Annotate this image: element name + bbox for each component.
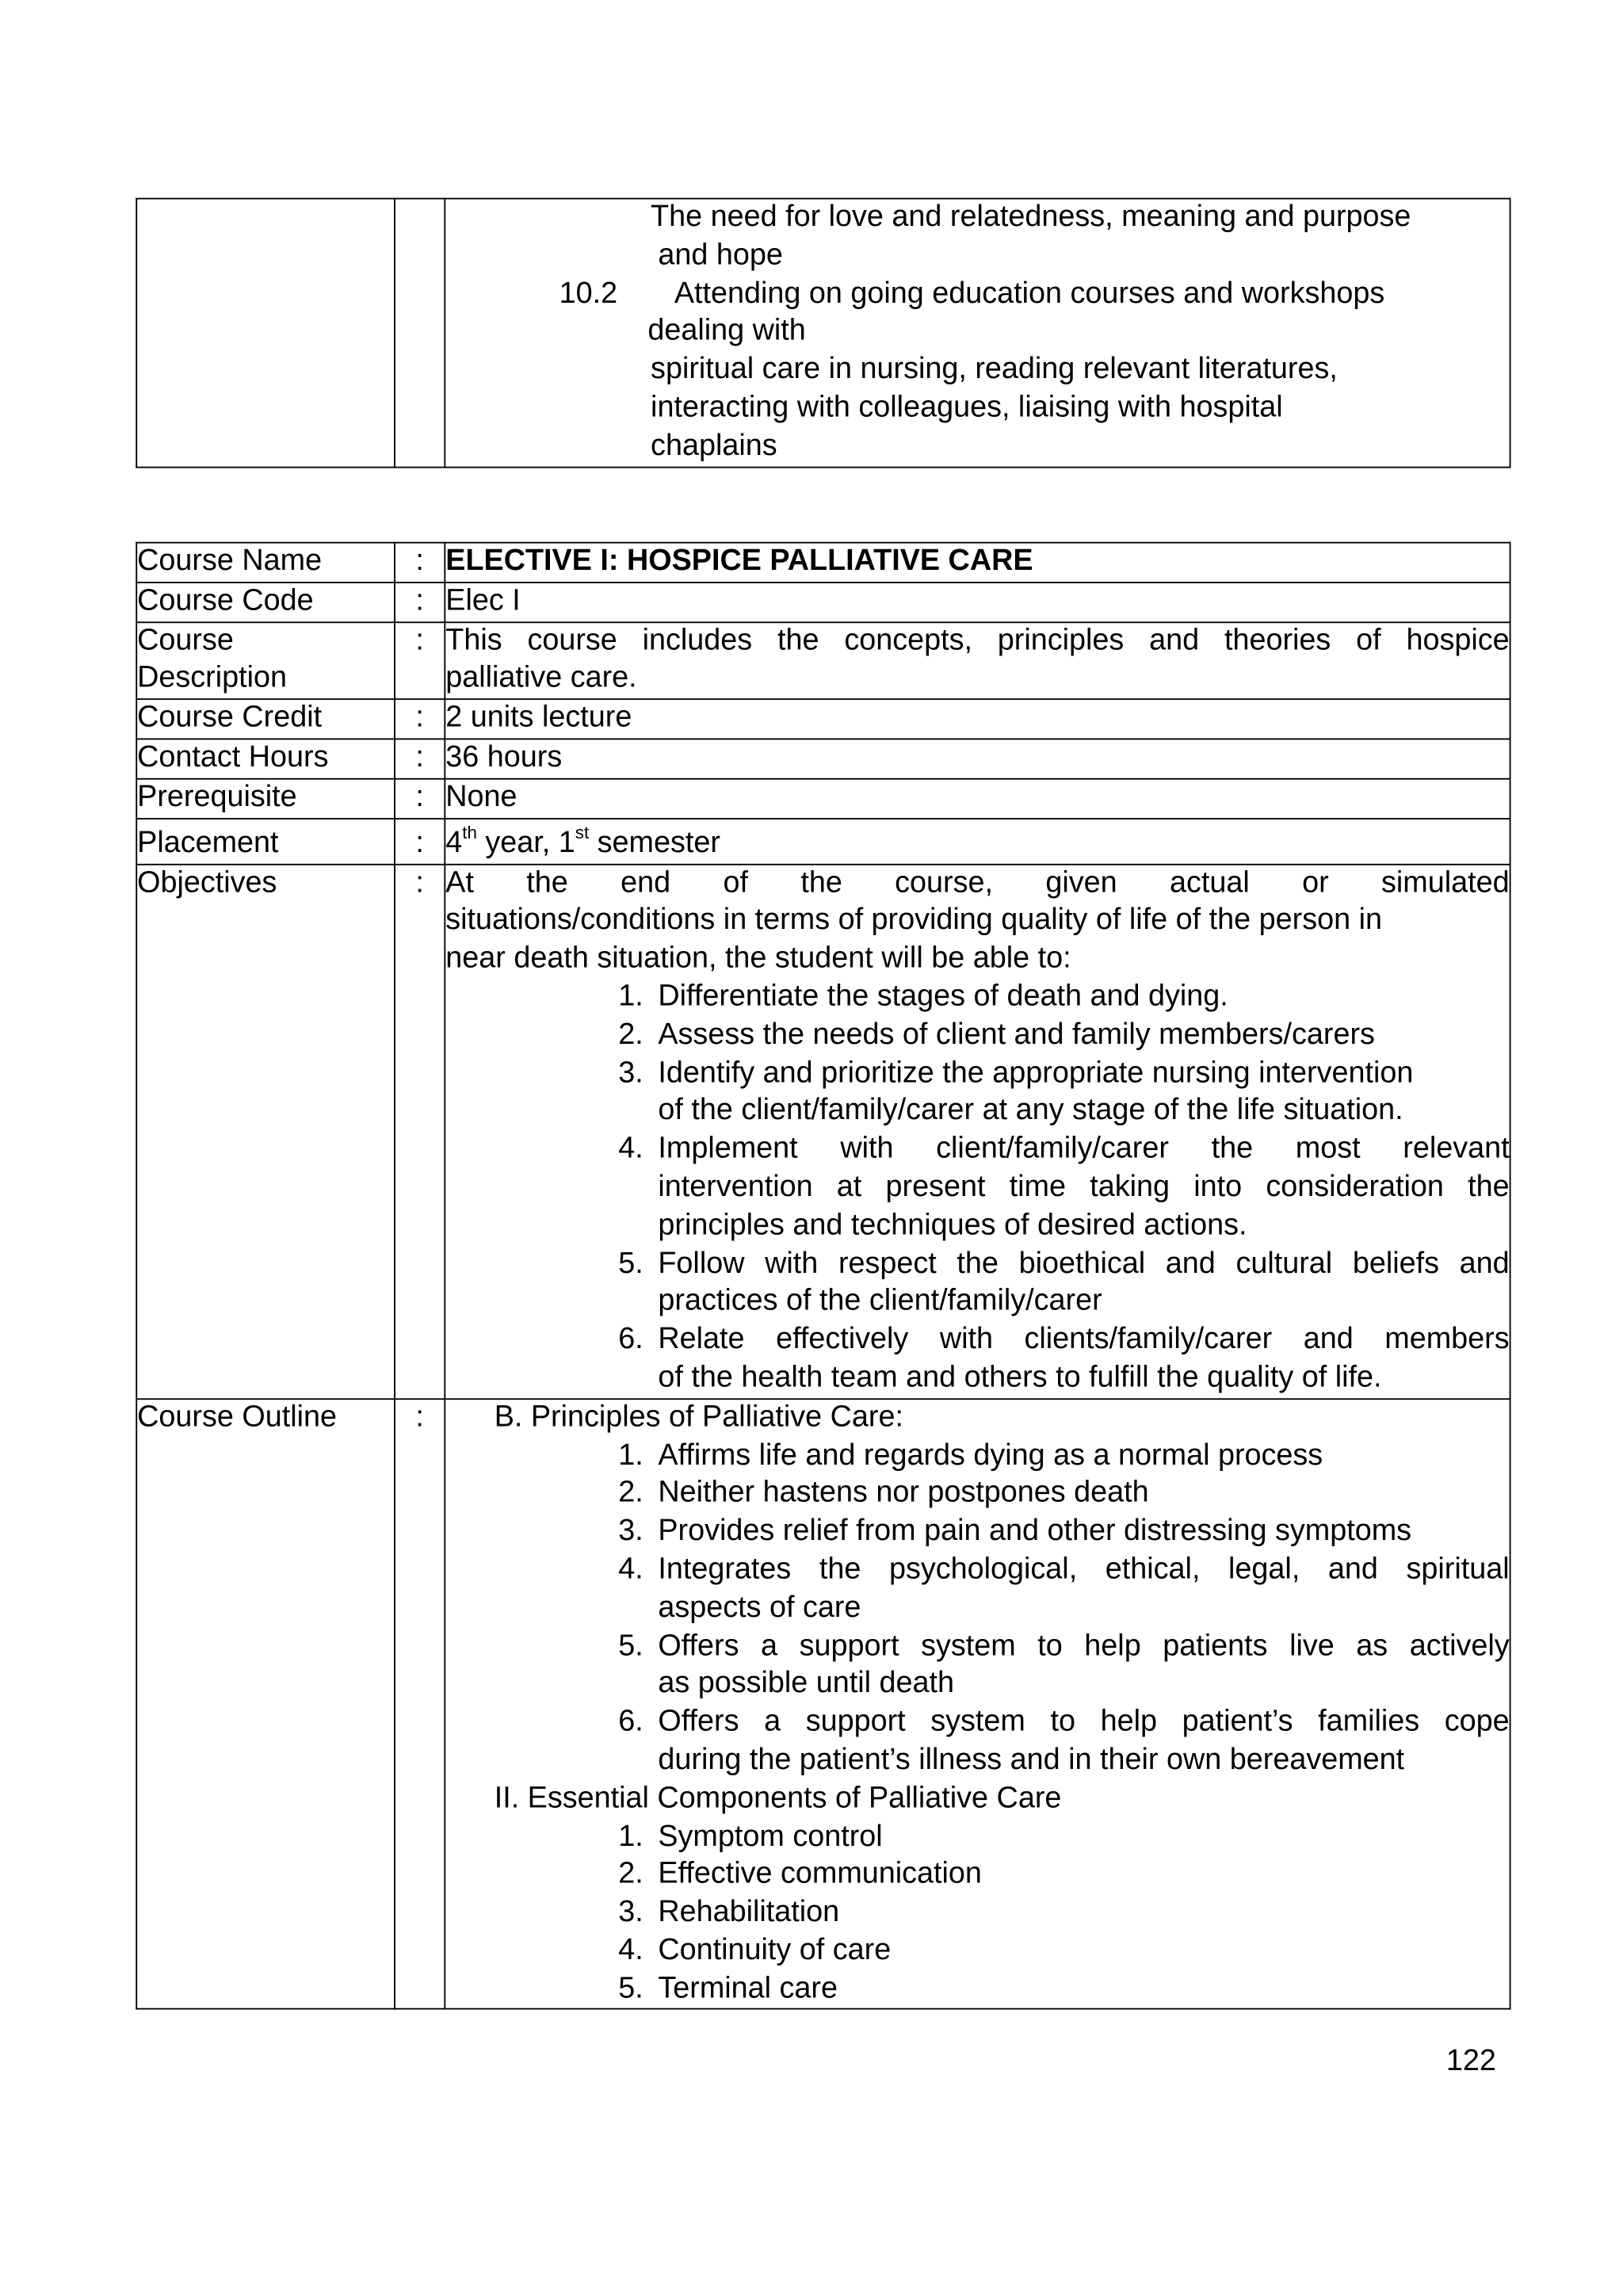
outline-heading: II. Essential Components of Palliative Care [494,1782,1062,1815]
list-item [592,1628,1510,1704]
text-line: Differentiate the stages of death and dying. [658,980,1228,1013]
continued-table [136,198,1510,468]
list-item [592,1856,1510,1894]
text-line: near death situation, the student will be able to: [445,942,1071,975]
principles-list [445,1438,1509,1781]
label-line: Description [137,662,288,695]
item-number: 5. [618,1972,643,2005]
text-line: of the client/family/carer at any stage of the life situation. [658,1095,1403,1128]
item-number: 1. [618,1820,643,1853]
item-number: 5. [618,1247,643,1280]
list-item [592,1131,1510,1245]
year-word: year, 1 [476,826,575,859]
item-number: 3. [618,1056,643,1090]
continued-row [136,199,1510,467]
empty-label-cell [136,199,395,467]
course-name-label: Course Name [136,543,395,583]
text-line: Provides relief from pain and other distressing symptoms [658,1515,1412,1548]
item-number: 4. [618,1133,643,1166]
course-credit-label: Course Credit [136,699,395,739]
list-item [592,1552,1510,1628]
list-item [592,1514,1510,1552]
text-line: Follow with respect the bioethical and cultural beliefs and [658,1247,1510,1280]
course-code-value: Elec I [445,583,1510,622]
text-line: Integrates the psychological, ethical, legal, and spiritual [658,1553,1510,1586]
course-outline-value [445,1399,1510,2010]
item-number: 3. [618,1515,643,1548]
text-line: Identify and prioritize the appropriate nursing intervention [658,1056,1414,1090]
text-line: Implement with client/family/carer the most relevant [658,1133,1510,1166]
text-line: and hope [658,239,783,272]
item-number: 1. [618,1438,643,1472]
row-course-code [136,583,1510,622]
text-line: Relate effectively with clients/family/carer and members [658,1323,1510,1356]
row-course-outline [136,1399,1510,2010]
placement-label [136,818,395,864]
list-item [592,1704,1510,1780]
year-number: 4 [445,826,463,859]
item-number: 6. [618,1705,643,1738]
course-description-label [136,622,395,700]
item-number: 10.2 [559,277,618,310]
list-item [592,1055,1510,1131]
text-line: Terminal care [658,1972,838,2005]
components-list [445,1818,1509,2008]
item-number: 2. [618,1018,643,1052]
text-line: Attending on going education courses and workshops [674,277,1385,310]
colon: : [395,699,445,739]
text-line: Assess the needs of client and family members/carers [658,1018,1375,1052]
row-placement [136,818,1510,864]
colon: : [395,583,445,622]
outline-heading: B. Principles of Palliative Care: [494,1400,903,1434]
row-prerequisite [136,778,1510,818]
contact-hours-value: 36 hours [445,739,1510,778]
prerequisite-value: None [445,778,1510,818]
label-line: Course [137,624,234,657]
objectives-label: Objectives [136,864,395,1399]
item-number: 1. [618,980,643,1013]
text-line: Affirms life and regards dying as a normal process [658,1438,1323,1472]
course-code-label: Course Code [136,583,395,622]
item-number: 3. [618,1896,643,1929]
text-line: situations/conditions in terms of providing quality of life of the person in [445,904,1382,937]
text-line: Symptom control [658,1820,883,1853]
course-description-value [445,622,1510,700]
text-line: of the health team and others to fulfill the quality of life. [658,1361,1382,1394]
colon [395,818,445,864]
list-item [592,1476,1510,1514]
text-line: practices of the client/family/carer [658,1285,1102,1318]
course-name-value: ELECTIVE I: HOSPICE PALLIATIVE CARE [445,543,1510,583]
text-line: Offers a support system to help patient’s families cope [658,1705,1510,1738]
list-item [592,1322,1510,1398]
text-line: principles and techniques of desired actions. [658,1209,1247,1242]
row-course-credit [136,699,1510,739]
text-line: At the end of the course, given actual or simulated [445,865,1510,899]
prerequisite-label: Prerequisite [136,778,395,818]
item-number: 2. [618,1858,643,1891]
row-contact-hours [136,739,1510,778]
text-line: This course includes the concepts, principles and theories of hospice [445,624,1510,657]
item-number: 2. [618,1477,643,1510]
colon: : [395,739,445,778]
text-line: Effective communication [658,1858,982,1891]
item-number: 5. [618,1629,643,1662]
colon: : [395,1399,445,2010]
placement-value [445,818,1510,864]
colon: : [395,543,445,583]
contact-hours-label: Contact Hours [136,739,395,778]
item-number: 6. [618,1323,643,1356]
year-suffix: th [462,821,477,843]
text-line: dealing with [647,315,806,348]
row-course-description [136,622,1510,700]
colon-glyph: : [415,826,424,859]
objectives-value [445,864,1510,1399]
text-line: spiritual care in nursing, reading relevant literatures, [651,353,1338,386]
list-item [592,1971,1510,2009]
label-line: Placement [137,826,279,859]
semester-suffix: st [575,821,590,843]
text-line: interacting with colleagues, liaising with hospital [651,391,1283,424]
text-line: aspects of care [658,1591,861,1624]
text-line: Offers a support system to help patients live as actively [658,1629,1510,1662]
course-outline-label: Course Outline [136,1399,395,2010]
text-line: palliative care. [445,662,637,695]
item-number: 4. [618,1553,643,1586]
semester-word: semester [589,826,720,859]
row-objectives [136,864,1510,1399]
colon: : [395,864,445,1399]
text-line: chaplains [651,429,777,462]
empty-colon-cell [395,199,445,467]
list-item [592,1818,1510,1856]
text-line: Neither hastens nor postpones death [658,1477,1149,1510]
text-line: Rehabilitation [658,1896,840,1929]
list-item [592,1894,1510,1932]
item-number: 4. [618,1934,643,1967]
row-course-name [136,543,1510,583]
colon: : [395,778,445,818]
continued-content-cell [445,199,1510,467]
colon: : [395,622,445,700]
list-item [592,1017,1510,1055]
list-item [592,979,1510,1017]
placement-text [445,821,1509,863]
objectives-list [445,979,1509,1398]
course-table [136,542,1510,2011]
page-number: 122 [1445,2045,1496,2078]
item-10-2 [445,276,1509,314]
text-line: during the patient’s illness and in their own bereavement [658,1744,1405,1777]
course-credit-value: 2 units lecture [445,699,1510,739]
list-item [592,1932,1510,1970]
text-line: intervention at present time taking into consideration the [658,1171,1510,1204]
list-item [592,1246,1510,1322]
list-item [592,1438,1510,1476]
text-line: The need for love and relatedness, meaning and purpose [651,201,1411,234]
text-line: Continuity of care [658,1934,892,1967]
text-line: as possible until death [658,1667,955,1700]
